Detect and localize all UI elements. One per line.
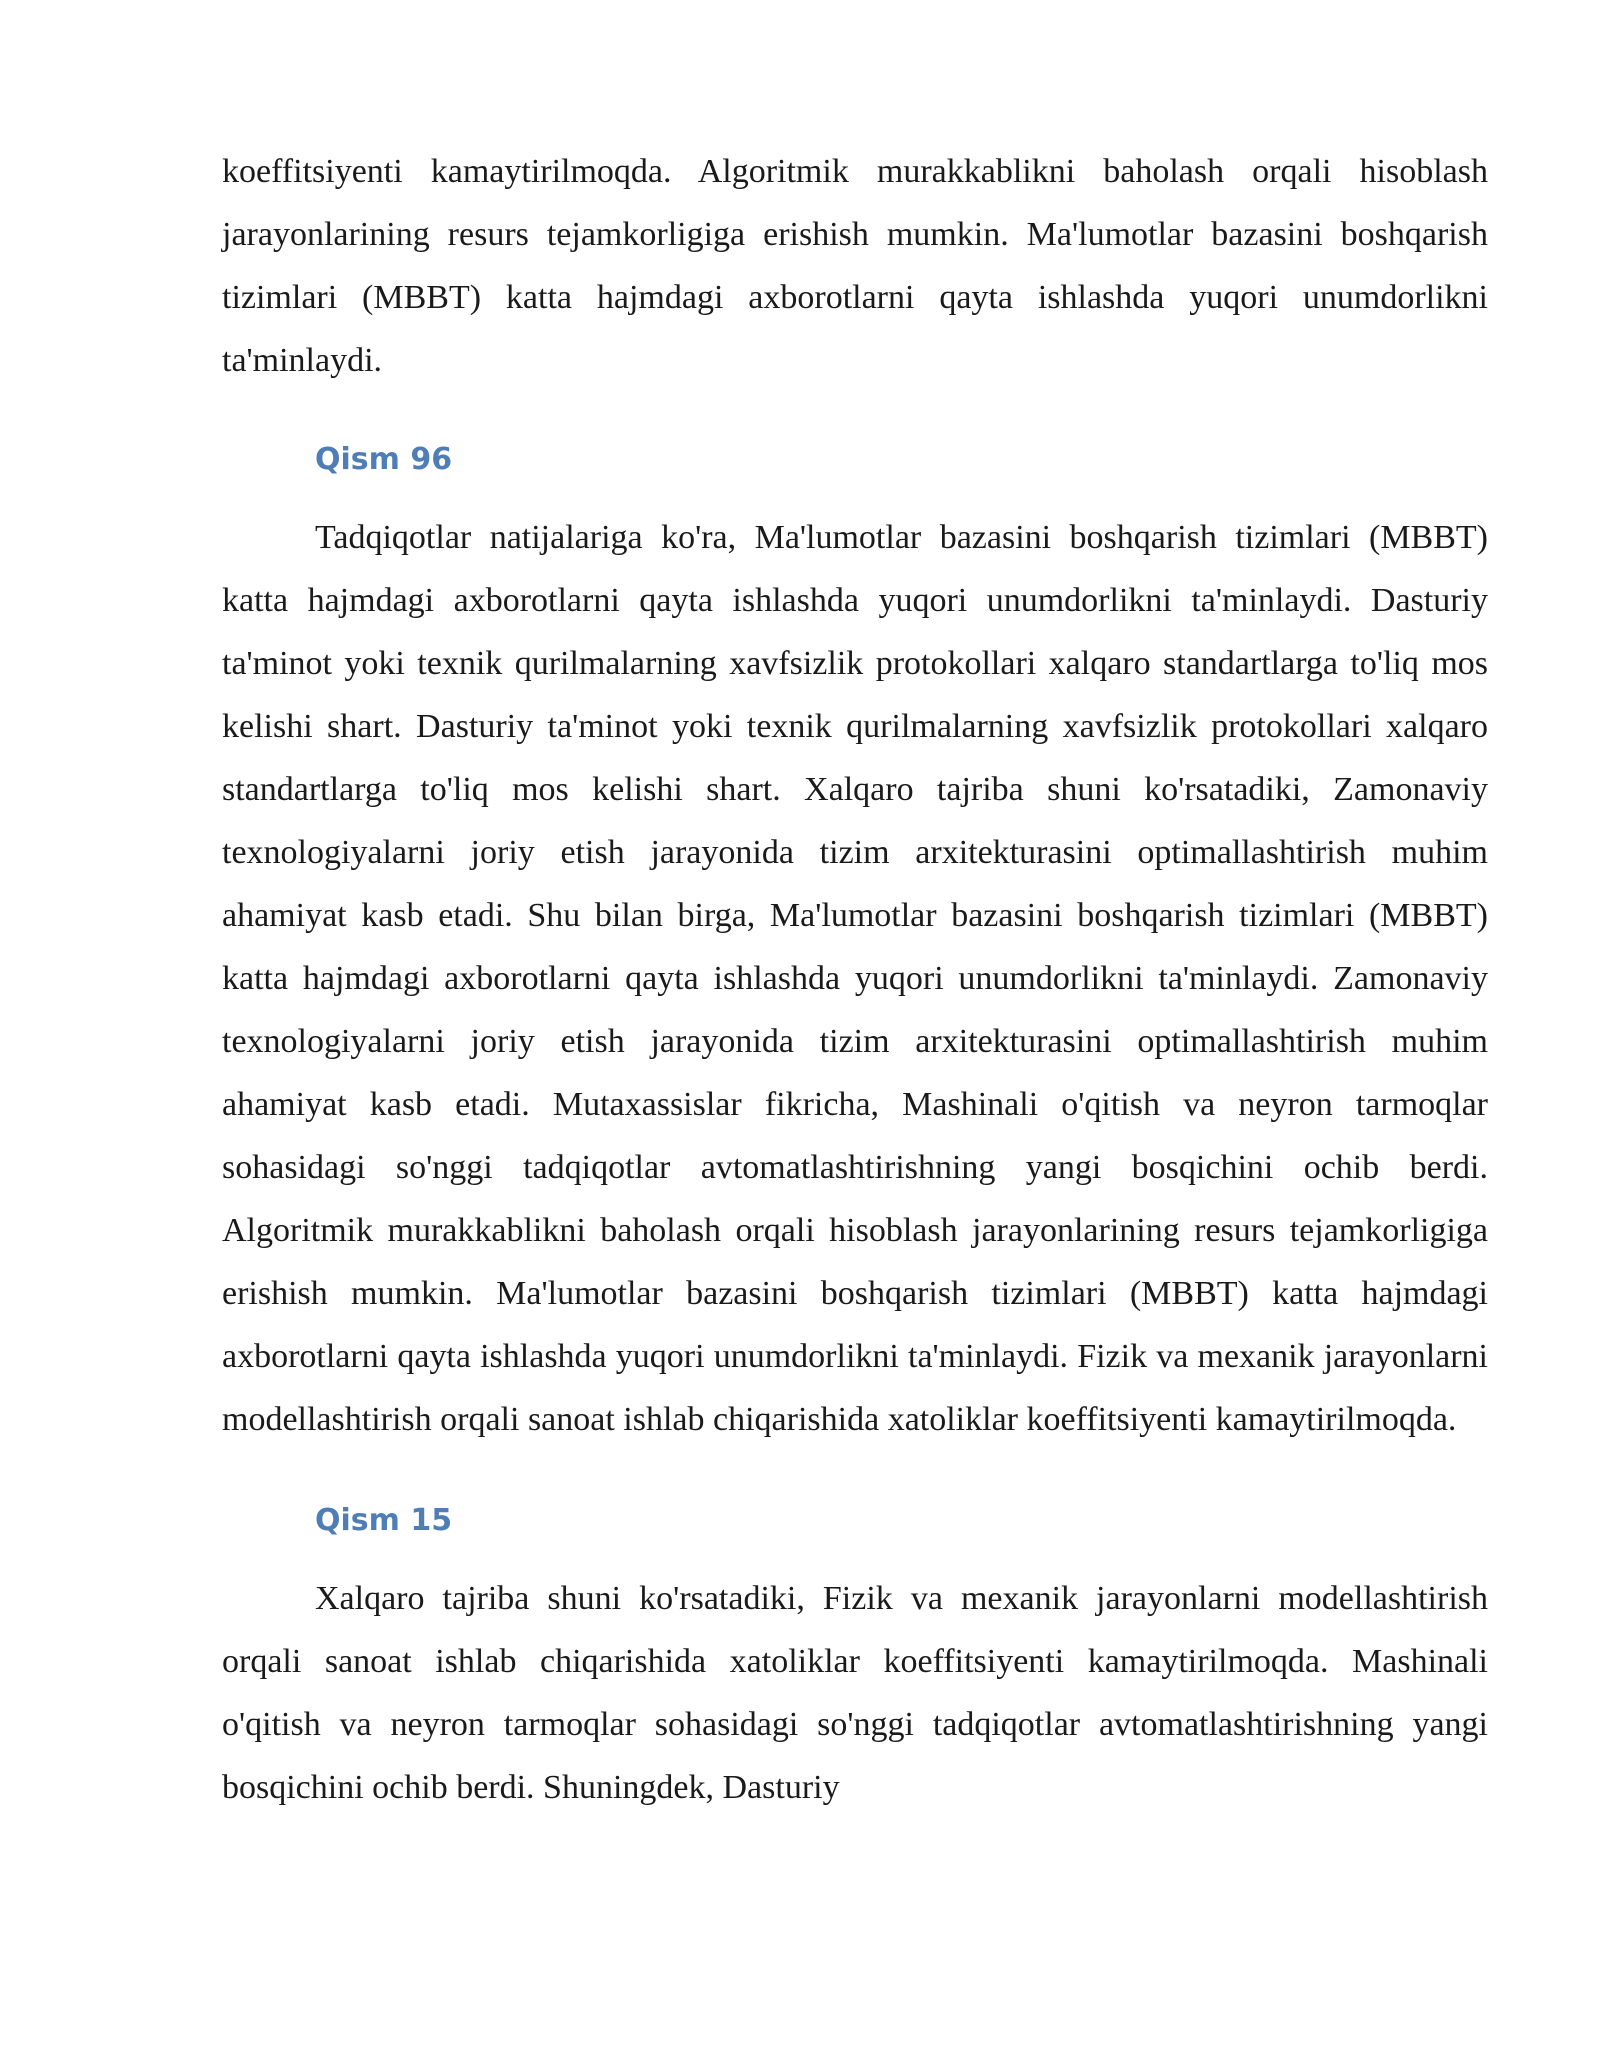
section-heading-qism-96: Qism 96 (315, 442, 453, 477)
body-paragraph-qism-96: Tadqiqotlar natijalariga ko'ra, Ma'lumotlar bazasini boshqarish tizimlari (MBBT) katta hajmdagi axborotlarni qayta ishlashda yuqori unumdorlikni ta'minlaydi. Dasturiy ta'minot yoki texnik qurilmalarning xavfsizlik protokollari xalqaro standartlarga to'liq mos kelishi shart. Dasturiy ta'minot yoki texnik qurilmalarning xavfsizlik protokollari xalqaro standartlarga to'liq mos kelishi shart. Xalqaro tajriba shuni ko'rsatadiki, Zamonaviy texnologiyalarni joriy etish jarayonida tizim arxitekturasini optimallashtirish muhim ahamiyat kasb etadi. Shu bilan birga, Ma'lumotlar bazasini boshqarish tizimlari (MBBT) katta hajmdagi axborotlarni qayta ishlashda yuqori unumdorlikni ta'minlaydi. Zamonaviy texnologiyalarni joriy etish jarayonida tizim arxitekturasini optimallashtirish muhim ahamiyat kasb etadi. Mutaxassislar fikricha, Mashinali o'qitish va neyron tarmoqlar sohasidagi so'nggi tadqiqotlar avtomatlashtirishning yangi bosqichini ochib berdi. Algoritmik murakkablikni baholash orqali hisoblash jarayonlarining resurs tejamkorligiga erishish mumkin. Ma'lumotlar bazasini boshqarish tizimlari (MBBT) katta hajmdagi axborotlarni qayta ishlashda yuqori unumdorlikni ta'minlaydi. Fizik va mexanik jarayonlarni modellashtirish orqali sanoat ishlab chiqarishida xatoliklar koeffitsiyenti kamaytirilmoqda. (222, 519, 1488, 1438)
body-paragraph-continued: koeffitsiyenti kamaytirilmoqda. Algoritmik murakkablikni baholash orqali hisoblash jarayonlarining resurs tejamkorligiga erishish mumkin. Ma'lumotlar bazasini boshqarish tizimlari (MBBT) katta hajmdagi axborotlarni qayta ishlashda yuqori unumdorlikni ta'minlaydi. (222, 153, 1488, 379)
body-paragraph-qism-15: Xalqaro tajriba shuni ko'rsatadiki, Fizik va mexanik jarayonlarni modellashtirish orqali sanoat ishlab chiqarishida xatoliklar koeffitsiyenti kamaytirilmoqda. Mashinali o'qitish va neyron tarmoqlar sohasidagi so'nggi tadqiqotlar avtomatlashtirishning yangi bosqichini ochib berdi. Shuningdek, Dasturiy (222, 1580, 1488, 1806)
page-content (222, 140, 1488, 1819)
section-heading-qism-15: Qism 15 (315, 1503, 453, 1538)
